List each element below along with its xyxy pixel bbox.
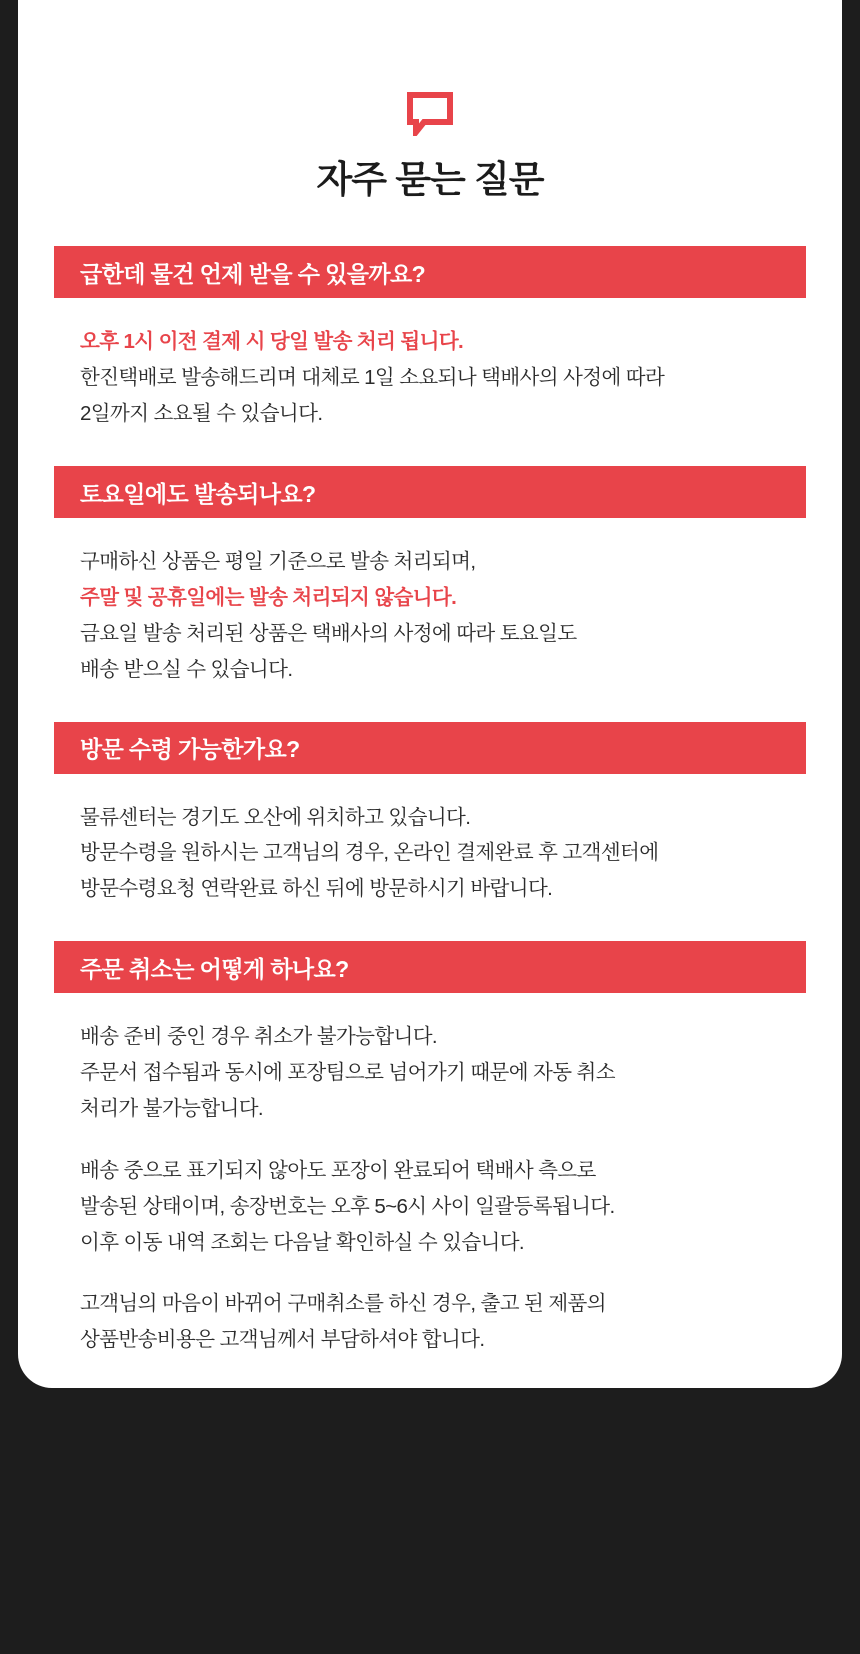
faq-answer-line: 방문수령을 원하시는 고객님의 경우, 온라인 결제완료 후 고객센터에 [80,841,659,865]
faq-answer-line: 이후 이동 내역 조회는 다음날 확인하실 수 있습니다. [80,1230,525,1254]
faq-answer-line: 주말 및 공휴일에는 발송 처리되지 않습니다. [80,585,457,609]
faq-answer-line: 배송 받으실 수 있습니다. [80,657,293,681]
faq-question-bar[interactable] [54,941,806,993]
faq-answer-paragraph [80,1019,806,1127]
faq-item [18,941,842,1358]
faq-answer-paragraph [80,800,806,908]
faq-question-text: 방문 수령 가능한가요? [80,736,300,763]
faq-answer-paragraph [80,324,806,432]
faq-answer [18,774,842,908]
faq-list [18,246,842,1358]
faq-answer-line: 구매하신 상품은 평일 기준으로 발송 처리되며, [80,550,476,574]
faq-question-text: 토요일에도 발송되나요? [80,480,316,507]
faq-question-bar[interactable] [54,246,806,298]
faq-answer-line: 금요일 발송 처리된 상품은 택배사의 사정에 따라 토요일도 [80,621,577,645]
faq-question-bar[interactable] [54,722,806,774]
faq-question-text: 주문 취소는 어떻게 하나요? [80,955,349,982]
faq-answer [18,993,842,1358]
faq-card [18,0,842,1388]
faq-question-bar[interactable] [54,466,806,518]
faq-answer-line: 한진택배로 발송해드리며 대체로 1일 소요되나 택배사의 사정에 따라 [80,366,665,390]
faq-answer-line: 주문서 접수됨과 동시에 포장팀으로 넘어가기 때문에 자동 취소 [80,1061,615,1085]
faq-answer-line: 상품반송비용은 고객님께서 부담하셔야 합니다. [80,1328,485,1352]
faq-answer-paragraph [80,1286,806,1358]
faq-answer-line: 배송 준비 중인 경우 취소가 불가능합니다. [80,1025,438,1049]
faq-question-text: 급한데 물건 언제 받을 수 있을까요? [80,260,426,287]
speech-bubble-icon [406,92,454,136]
faq-answer-line: 고객님의 마음이 바뀌어 구매취소를 하신 경우, 출고 된 제품의 [80,1292,606,1316]
faq-item [18,466,842,688]
faq-answer-line: 배송 중으로 표기되지 않아도 포장이 완료되어 택배사 측으로 [80,1158,596,1182]
faq-header [18,0,842,202]
faq-answer [18,518,842,688]
faq-answer-line: 방문수령요청 연락완료 하신 뒤에 방문하시기 바랍니다. [80,877,553,901]
faq-answer-line: 발송된 상태이며, 송장번호는 오후 5~6시 사이 일괄등록됩니다. [80,1194,615,1218]
faq-answer [18,298,842,432]
faq-item [18,246,842,432]
page-title: 자주 묻는 질문 [316,159,544,200]
faq-answer-line: 2일까지 소요될 수 있습니다. [80,402,323,426]
faq-answer-line: 물류센터는 경기도 오산에 위치하고 있습니다. [80,805,471,829]
faq-answer-paragraph [80,1153,806,1261]
bottom-strip [0,1388,860,1654]
faq-answer-line: 처리가 불가능합니다. [80,1096,264,1120]
faq-answer-line: 오후 1시 이전 결제 시 당일 발송 처리 됩니다. [80,330,464,354]
faq-item [18,722,842,908]
faq-answer-paragraph [80,544,806,688]
